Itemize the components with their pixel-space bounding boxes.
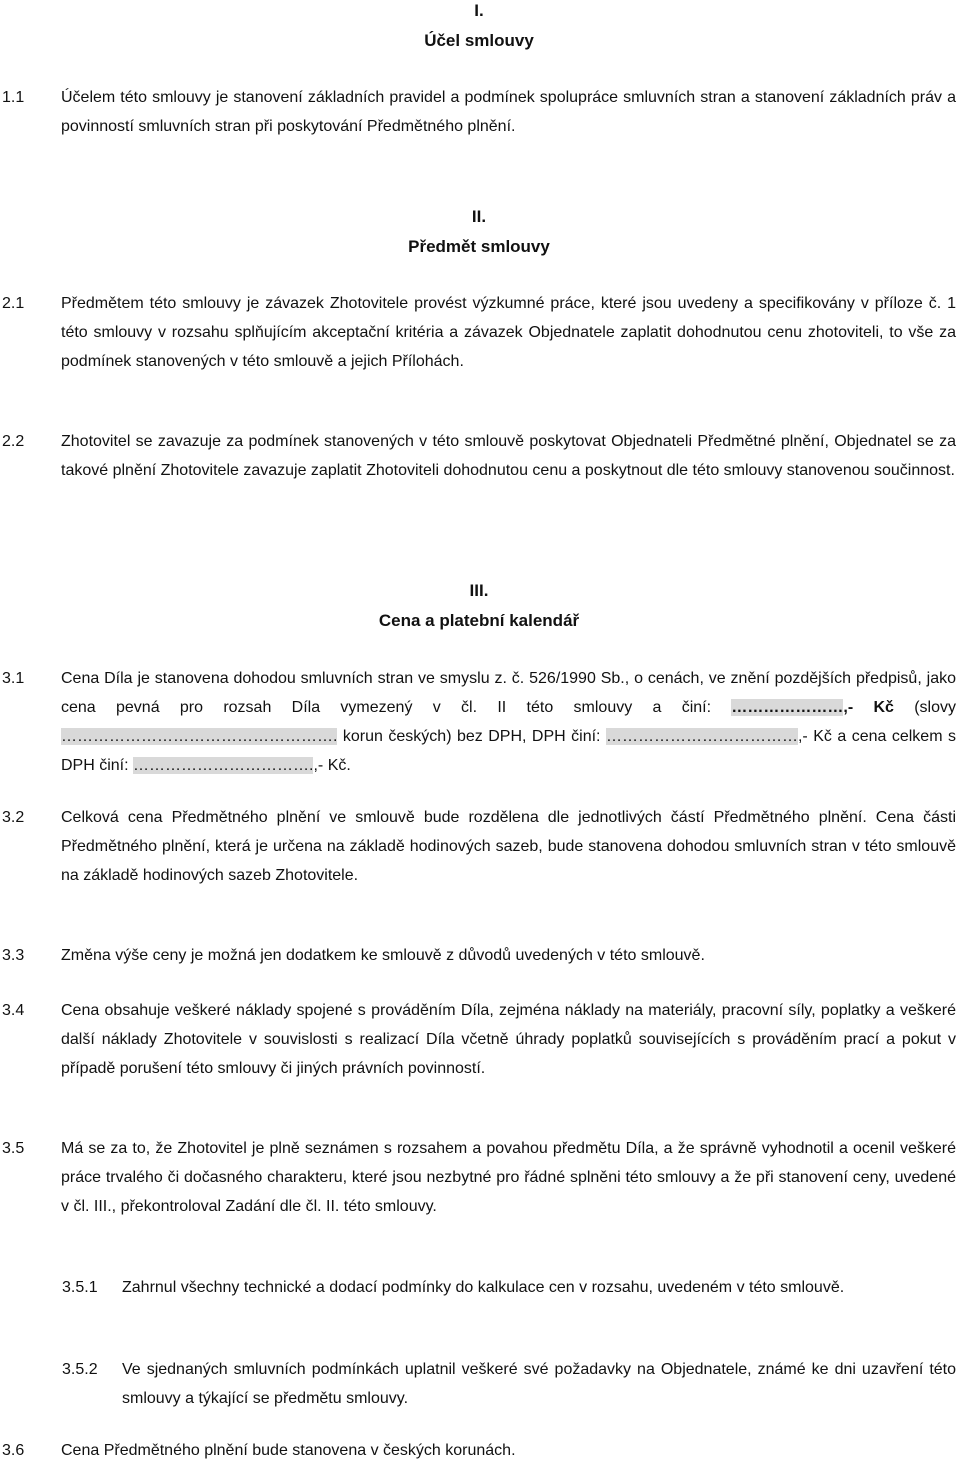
clause-2-2 — [2, 427, 956, 485]
clause-3-6 — [2, 1436, 956, 1465]
vat-label: korun českých) bez DPH, DPH činí: — [337, 728, 606, 745]
clause-text: Zahrnul všechny technické a dodací podmínky do kalkulace cen v rozsahu, uvedeném v této smlouvě. — [122, 1279, 845, 1296]
clause-text: Celková cena Předmětného plnění ve smlouvě bude rozdělena dle jednotlivých částí Předmětného plnění. Cena části Předmětného plnění, která je určena na základě hodinových sazeb, bude stanovena dohodou smluvních stran v této smlouvě na základě hodinových sazeb Zhotovitele. — [61, 809, 956, 884]
clause-2-1 — [2, 289, 956, 376]
article-title-price: Cena a platební kalendář — [378, 611, 580, 630]
vat-fill-blank: ……………………………… — [605, 728, 798, 745]
clause-number: 3.5.1 — [62, 1279, 98, 1296]
total-currency: ,- Kč. — [313, 757, 351, 774]
article-number-i: I. — [474, 1, 484, 20]
total-fill-blank: ……………………………. — [133, 757, 314, 774]
total-label: ,- Kč a cena celkem s DPH činí: — [61, 728, 956, 774]
article-number-ii: II. — [471, 207, 487, 226]
article-number-iii: III. — [469, 581, 489, 600]
clause-text: Cena Předmětného plnění bude stanovena v českých korunách. — [61, 1442, 516, 1459]
clause-text: Účelem této smlouvy je stanovení základních pravidel a podmínek spolupráce smluvních stran a stanovení základních práv a povinností smluvních stran při poskytování Předmětného plnění. — [61, 89, 956, 135]
clause-number: 3.2 — [2, 809, 25, 826]
clause-3-5-2 — [62, 1355, 956, 1413]
price-terms-text: , o cenách, ve znění pozdějších předpisů, jako cena pevná pro rozsah Díla vymezený v čl. II této smlouvy a činí: — [61, 670, 956, 716]
price-currency: ,- Kč — [843, 699, 894, 716]
article-title-subject: Předmět smlouvy — [408, 237, 550, 256]
clause-3-1 — [2, 664, 956, 780]
article-title-purpose: Účel smlouvy — [424, 31, 534, 50]
clause-number: 1.1 — [2, 89, 25, 106]
price-basis-text: Cena Díla je stanovena dohodou smluvních stran ve smyslu z. č. 526/1990 Sb. — [61, 670, 625, 687]
clause-3-5-1 — [62, 1273, 956, 1302]
clause-text: Má se za to, že Zhotovitel je plně seznámen s rozsahem a povahou předmětu Díla, a že správně vyhodnotil a ocenil veškeré práce trvalého či dočasného charakteru, které jsou nezbytné pro řádné splněni této smlouvy a že při stanovení ceny, uvedené v čl. III., překontroloval Zadání dle čl. II. této smlouvy. — [61, 1140, 956, 1215]
clause-text: Změna výše ceny je možná jen dodatkem ke smlouvě z důvodů uvedených v této smlouvě. — [61, 947, 705, 964]
clause-3-5 — [2, 1134, 956, 1221]
clause-number: 2.1 — [2, 295, 25, 312]
clause-number: 3.6 — [2, 1442, 25, 1459]
clause-number: 2.2 — [2, 433, 25, 450]
clause-3-2 — [2, 803, 956, 890]
clause-text: Předmětem této smlouvy je závazek Zhotovitele provést výzkumné práce, které jsou uvedeny a specifikovány v příloze č. 1 této smlouvy v rozsahu splňujícím akceptační kritéria a závazek Objednatele zaplatit dohodnutou cenu zhotoviteli, to vše za podmínek stanovených v této smlouvě a jejich Přílohách. — [61, 295, 956, 370]
clause-text — [61, 664, 956, 780]
clause-number: 3.5 — [2, 1140, 25, 1157]
clause-number: 3.1 — [2, 670, 25, 687]
price-fill-blank: ………………… — [731, 699, 844, 716]
price-words-label: (slovy — [893, 699, 956, 716]
clause-1-1 — [2, 83, 956, 141]
price-words-fill-blank: ……………………………………………. — [61, 728, 338, 745]
clause-number: 3.5.2 — [62, 1361, 98, 1378]
clause-3-3 — [2, 941, 956, 970]
clause-number: 3.3 — [2, 947, 25, 964]
clause-text: Cena obsahuje veškeré náklady spojené s prováděním Díla, zejména náklady na materiály, pracovní síly, poplatky a veškeré další náklady Zhotovitele v souvislosti s realizací Díla včetně úhrady poplatků souvisejících s prováděním prací a pokut v případě porušení této smlouvy či jiných právních povinností. — [61, 1002, 956, 1077]
clause-3-4 — [2, 996, 956, 1083]
clause-text: Ve sjednaných smluvních podmínkách uplatnil veškeré své požadavky na Objednatele, známé ke dni uzavření této smlouvy a týkající se předmětu smlouvy. — [122, 1361, 956, 1407]
clause-text: Zhotovitel se zavazuje za podmínek stanovených v této smlouvě poskytovat Objednateli Předmětné plnění, Objednatel se za takové plnění Zhotovitele zavazuje zaplatit Zhotoviteli dohodnutou cenu a poskytnout dle této smlouvy stanovenou součinnost. — [61, 433, 956, 479]
clause-number: 3.4 — [2, 1002, 25, 1019]
